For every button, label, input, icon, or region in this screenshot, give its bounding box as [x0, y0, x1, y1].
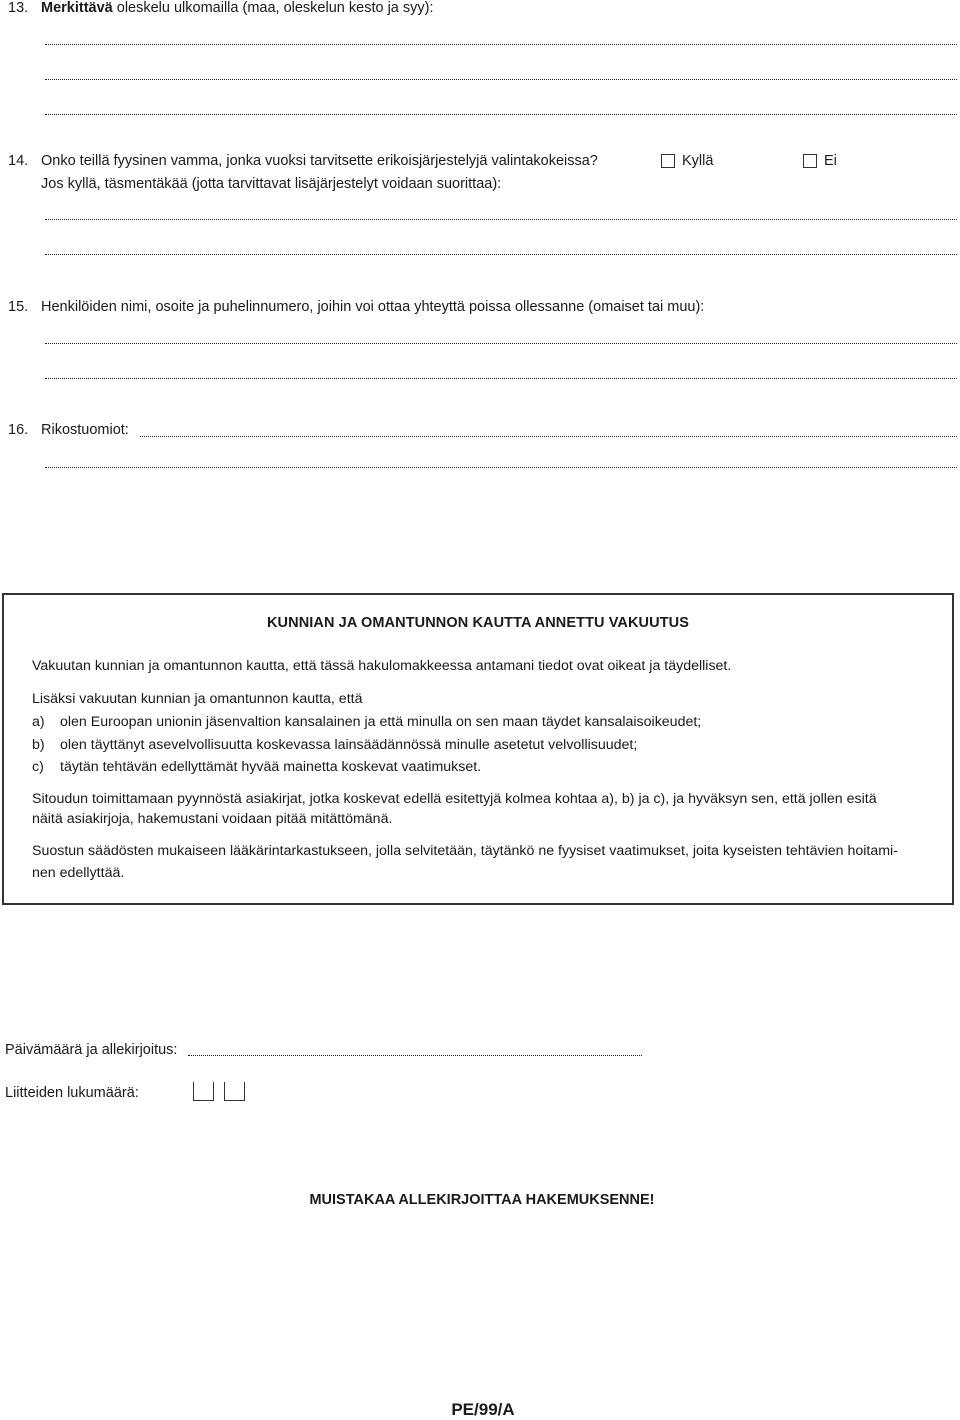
option-yes-label: Kyllä	[682, 153, 714, 169]
answer-line[interactable]	[45, 114, 957, 115]
question-label: Henkilöiden nimi, osoite ja puhelinnumero, joihin voi ottaa yhteyttä poissa ollessanne (omaiset tai muu):	[41, 299, 705, 315]
answer-line[interactable]	[45, 79, 957, 80]
answer-line[interactable]	[45, 378, 957, 379]
declaration-box	[2, 593, 954, 905]
declaration-item-c	[32, 759, 481, 775]
answer-line[interactable]	[140, 436, 957, 437]
sign-reminder: MUISTAKAA ALLEKIRJOITTAA HAKEMUKSENNE!	[309, 1192, 655, 1208]
question-number: 15.	[8, 299, 29, 315]
option-no-label: Ei	[824, 153, 837, 169]
declaration-paragraph-3-line-1: Sitoudun toimittamaan pyynnöstä asiakirjat, jotka koskevat edellä esitettyjä kolmea kohtaa a), b) ja c), ja hyväksyn sen, että jollen esitä	[32, 791, 877, 807]
declaration-paragraph-3-line-2: näitä asiakirjoja, hakemustani voidaan pitää mitättömänä.	[32, 811, 393, 827]
attachments-count-label: Liitteiden lukumäärä:	[5, 1085, 139, 1101]
form-code: PE/99/A	[451, 1400, 515, 1419]
question-label: Rikostuomiot:	[41, 422, 129, 438]
answer-line[interactable]	[45, 254, 957, 255]
followup-label: Jos kyllä, täsmentäkää (jotta tarvittavat lisäjärjestelyt voidaan suorittaa):	[41, 176, 502, 192]
declaration-paragraph-4-line-1: Suostun säädösten mukaiseen lääkärintarkastukseen, jolla selvitetään, täytänkö ne fyysiset vaatimukset, joita kyseisten tehtävien hoitami-	[32, 843, 898, 859]
attachments-digit-box-1[interactable]	[193, 1082, 214, 1101]
checkbox-no[interactable]	[803, 154, 817, 168]
checkbox-yes[interactable]	[661, 154, 675, 168]
item-marker: c)	[32, 759, 44, 775]
answer-line[interactable]	[45, 343, 957, 344]
declaration-title: KUNNIAN JA OMANTUNNON KAUTTA ANNETTU VAKUUTUS	[266, 615, 690, 631]
question-number: 16.	[8, 422, 29, 438]
item-text: olen Euroopan unionin jäsenvaltion kansalainen ja että minulla on sen maan täydet kansalaisoikeudet;	[60, 714, 702, 730]
answer-line[interactable]	[45, 467, 957, 468]
question-number: 13.	[8, 0, 29, 16]
item-text: täytän tehtävän edellyttämät hyvää mainetta koskevat vaatimukset.	[60, 759, 482, 775]
item-text: olen täyttänyt asevelvollisuutta koskevassa lainsäädännössä minulle asetetut velvollisuudet;	[60, 737, 638, 753]
item-marker: b)	[32, 737, 45, 753]
question-label: Onko teillä fyysinen vamma, jonka vuoksi tarvitsette erikoisjärjestelyjä valintakokeissa?	[41, 153, 598, 169]
declaration-paragraph-4-line-2: nen edellyttää.	[32, 865, 125, 881]
question-number: 14.	[8, 153, 29, 169]
declaration-item-b	[32, 737, 637, 753]
answer-line[interactable]	[45, 219, 957, 220]
declaration-item-a	[32, 714, 701, 730]
signature-date-label: Päivämäärä ja allekirjoitus:	[5, 1042, 178, 1058]
question-label-emphasis: Merkittävä	[41, 0, 113, 16]
attachments-digit-box-2[interactable]	[224, 1082, 245, 1101]
item-marker: a)	[32, 714, 45, 730]
declaration-paragraph-1: Vakuutan kunnian ja omantunnon kautta, että tässä hakulomakkeessa antamani tiedot ovat oikeat ja täydelliset.	[32, 658, 732, 674]
question-label-rest: oleskelu ulkomailla (maa, oleskelun kesto ja syy):	[116, 0, 434, 16]
question-label	[41, 0, 434, 16]
answer-line[interactable]	[45, 44, 957, 45]
declaration-intro: Lisäksi vakuutan kunnian ja omantunnon kautta, että	[32, 691, 363, 707]
signature-date-line[interactable]	[188, 1055, 642, 1056]
